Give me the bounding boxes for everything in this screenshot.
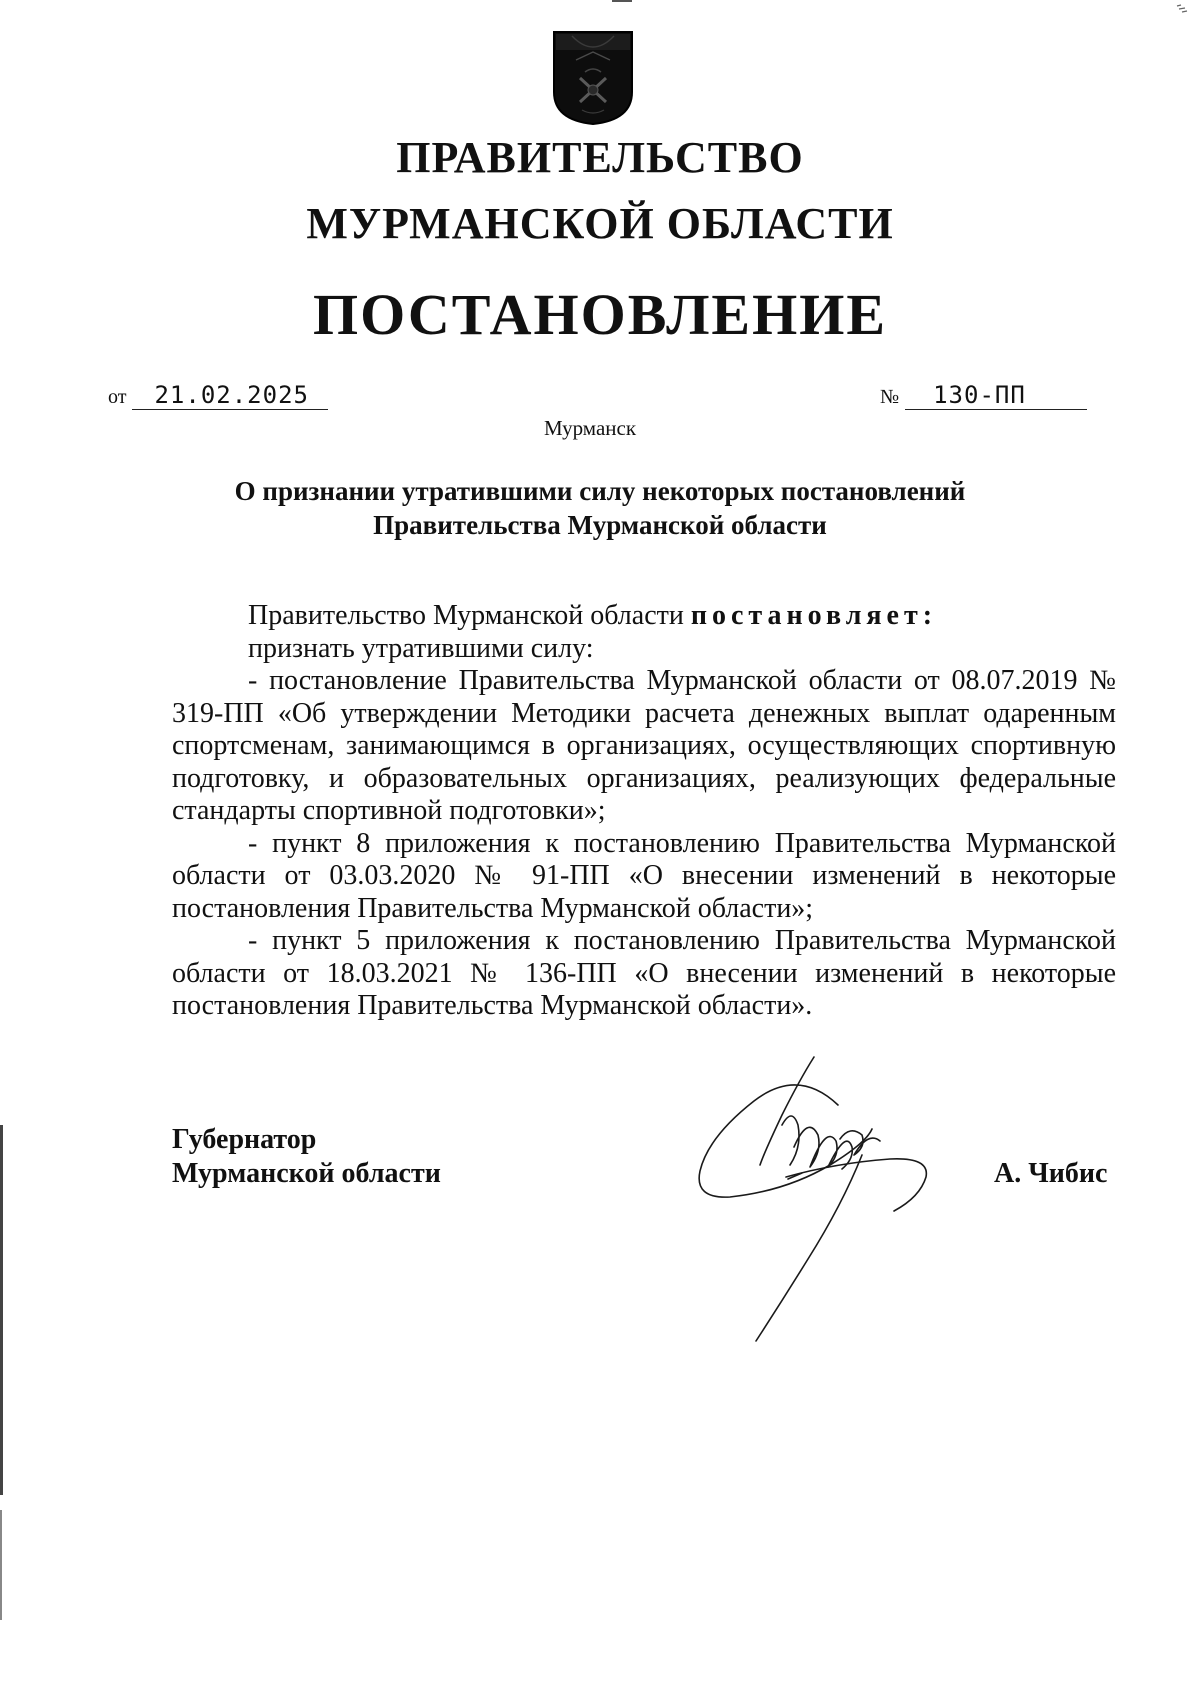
title-line2: Правительства Мурманской области [373,510,827,540]
number-prefix: № [880,386,900,408]
document-date-row [108,383,328,410]
org-name-line2: МУРМАНСКОЙ ОБЛАСТИ [306,199,894,248]
document-number-row [880,383,1087,410]
signatory-name: А. Чибис [994,1158,1108,1189]
body-intro-line2: признать утратившими силу: [248,632,594,664]
document-city: Мурманск [543,416,637,440]
body-item: - постановление Правительства Мурманской области от 08.07.2019 № 319-ПП «Об утверждении Методики расчета денежных выплат одаренным спортсменам, занимающимся в организациях, осуществляющих спортивную подготовку, и образовательных организациях, реализующих федеральные стандарты спортивной подготовки»; [172,665,1116,826]
body-item: - пункт 5 приложения к постановлению Правительства Мурманской области от 18.03.2021 № 136-ПП «О внесении изменений в некоторые постановления Правительства Мурманской области». [172,925,1116,1021]
scan-corner-mark [1176,4,1188,14]
document-title [0,474,1200,542]
scan-edge-mark [0,1125,3,1495]
handwritten-signature [690,1055,950,1345]
title-line1: О признании утратившими силу некоторых постановлений [234,476,966,506]
intro-decree: постановляет: [690,600,938,631]
signatory-position [172,1123,441,1191]
scan-top-mark [612,0,632,2]
document-type-heading: ПОСТАНОВЛЕНИЕ [312,282,888,347]
body-intro [172,600,1116,633]
document-date: 21.02.2025 [132,383,328,410]
intro-lead: Правительство Мурманской области [248,600,684,631]
signatory-position-line2: Мурманской области [172,1158,441,1189]
date-prefix: от [108,386,127,408]
signatory-position-line1: Губернатор [172,1124,317,1155]
org-name-line1: ПРАВИТЕЛЬСТВО [396,133,804,182]
document-body [172,600,1116,1023]
scan-edge-mark [0,1510,2,1620]
coat-of-arms-icon [552,30,634,126]
body-item: - пункт 8 приложения к постановлению Правительства Мурманской области от 03.03.2020 № 91-ПП «О внесении изменений в некоторые постановления Правительства Мурманской области»; [172,827,1116,924]
document-number: 130-ПП [905,383,1087,410]
